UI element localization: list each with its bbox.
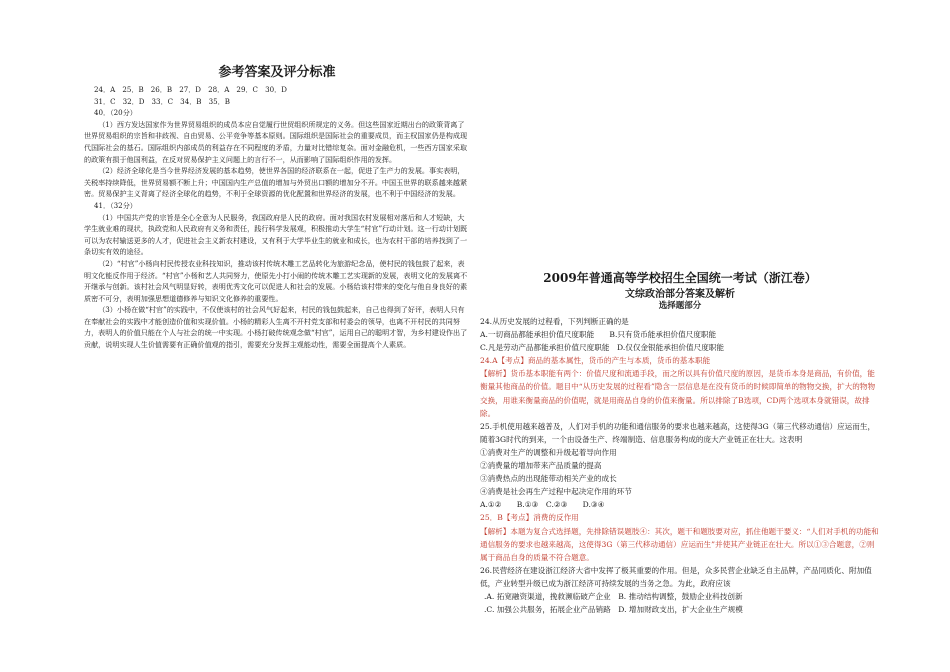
q25-answer-key: 25．B【考点】消费的反作用: [480, 513, 579, 523]
q24-options-ab: A.一切商品都能承担价值尺度职能 B.只有货币能承担价值尺度职能: [480, 330, 717, 340]
q24-options-cd: C.凡是劳动产品都能承担价值尺度职能 D.仅仅金银能承担价值尺度职能: [480, 343, 724, 353]
q41-header: 41．（32分）: [94, 200, 137, 210]
q40-header: 40．（20分）: [94, 108, 137, 118]
q40-paragraph-1: （1）西方发达国家作为世界贸易组织的成员本应自觉履行世贸组织所规定的义务。但这些国家近期出台的政策背离了世界贸易组织的宗旨和非歧视、自由贸易、公平竞争等基本原则。国际组织是国际社会的重要成员，而主权国家仍是构成现代国际社会的基石。国际组织内部成员的利益存在不同程度的矛盾，力量对比错综复杂。面对金融危机，一些西方国家采取的政策有损于他国利益，在反对贸易保护主义问题上的言行不一，从而影响了国际组织作用的发挥。: [84, 119, 468, 164]
exam-subtitle: 文综政治部分答案及解析: [625, 289, 735, 300]
q25-statement-4: ④消费是社会再生产过程中起决定作用的环节: [480, 487, 632, 497]
section-title: 选择题部分: [658, 301, 702, 311]
q26-options-cd: .C. 加强公共服务，拓展企业产品销路 D. 增加财政支出，扩大企业生产规模: [484, 605, 743, 615]
q26-options-ab: .A. 拓宽融资渠道，挽救濒临破产企业 B. 推动结构调整，鼓励企业科技创新: [484, 591, 743, 601]
q25-analysis: 【解析】本题为复合式选择题，先排除错误题肢④：其次，题干和题肢要对应，抓住他题干要义：“人们对手机的功能和通信服务的要求也越来越高，这使得3G（第三代移动通信）应运而生”并使其产业链正在壮大。所以①③合题意，②则属于商品自身的质量不符合题意。: [480, 526, 879, 562]
q24-stem: 24.从历史发展的过程看，下列判断正确的是: [480, 317, 629, 326]
q40-paragraph-2: （2）经济全球化是当今世界经济发展的基本趋势，使世界各国的经济联系在一起，促进了生产力的发展。事实表明，关税率持续降低，世界贸易额不断上升；中国国内生产总值的增加与外贸出口额的增加分不开。中国玉世界的联系越来越紧密。贸易保护主义背离了经济全球化的趋势，不利于全球资源的优化配置和世界经济的发展，也不利于中国经济的发展。: [84, 166, 468, 199]
q25-options: A.①② B.①③ C.②③ D.③④: [480, 500, 605, 510]
answer-key-title: 参考答案及评分标准: [218, 65, 336, 80]
q41-paragraph-3: （3）小杨在做“村官”的实践中，不仅使该村的社会风气好起来，村民的钱包鼓起来，自己也得到了好评，表明人只有在奉献社会的实践中才能创造价值和实现价值。小杨的精彩人生离不开村党支部和村委会的领导，也离不开村民的共同努力，表明人的价值只能在个人与社会的统一中实现。小杨打破传统观念做“村官”，运用自己的聪明才智，为乡村建设作出了贡献，说明实现人生价值需要有正确价值观的指引，需要充分发挥主观能动性，需要全面提高个人素质。: [84, 305, 468, 350]
q26-stem: 26.民营经济在建设浙江经济大省中发挥了极其重要的作用。但是，众多民营企业缺乏自主品牌，产品同质化、附加值低，产业转型升级已成为浙江经济可持续发展的当务之急。为此，政府应该: [480, 565, 872, 588]
answer-key-column: [84, 64, 470, 351]
q24-analysis: 【解析】货币基本职能有两个：价值尺度和流通手段，而之所以具有价值尺度的原因，是货币本身是商品，有价值，能衡量其他商品的价值。题目中“从历史发展的过程看”隐含一层信息是在没有货币的时候即简单的物物交换，扩大的物物交换，用谁来衡量商品的价值呢，就是用商品自身的价值来衡量。所以排除了B选项，CD两个选项本身就错误，故排除。: [480, 369, 876, 418]
exam-analysis-column: [480, 270, 880, 616]
answers-line-2: 31．C 32．D 33．C 34．B 35．B: [94, 96, 230, 106]
q25-statement-1: ①消费对生产的调整和升级起着导向作用: [480, 447, 617, 457]
answers-line-1: 24．A 25．B 26．B 27．D 28．A 29．C 30．D: [94, 85, 287, 94]
q41-paragraph-2: （2）“村官”小杨向村民传授农业科技知识，推动该村传统木雕工艺品转化为旅游纪念品，使村民的钱包鼓了起来，表明文化能反作用于经济。“村官”小杨和艺人共同努力，使原先小打小闹的传统木雕工艺实现新的发展，表明文化的发展离不开继承与创新。该村社会风气明显好转，表明优秀文化可以促进人和社会的发展。小杨给该村带来的变化与他自身良好的素质密不可分，表明加强思想道德修养与知识文化修养的重要性。: [84, 258, 468, 303]
exam-title: 2009年普通高等学校招生全国统一考试（浙江卷）: [543, 271, 817, 285]
q25-stem: 25.手机使用越来越普及，人们对手机的功能和通信服务的要求也越来越高，这使得3G（第三代移动通信）应运而生，随着3G时代的到来，一个由设备生产、终端制造、信息服务构成的庞大产业链正在壮大。这表明: [480, 421, 876, 444]
q25-statement-3: ③消费热点的出现能带动相关产业的成长: [480, 474, 617, 484]
q24-answer-key: 24.A【考点】商品的基本属性，货币的产生与本质，货币的基本职能: [480, 356, 711, 366]
q41-paragraph-1: （1）中国共产党的宗旨是全心全意为人民服务，我国政府是人民的政府。面对我国农村发展相对落后和人才短缺，大学生就业难的现状，执政党和人民政府有义务和责任，践行科学发展观，积极推动大学生“村官”行动计划。这一行动计划既可以为农村输送更多的人才，促进社会主义新农村建设，又有利于大学毕业生的就业和成长，也为农村干部的培养找到了一条切实有效的途径。: [84, 212, 468, 257]
q25-statement-2: ②消费量的增加带来产品质量的提高: [480, 461, 602, 471]
